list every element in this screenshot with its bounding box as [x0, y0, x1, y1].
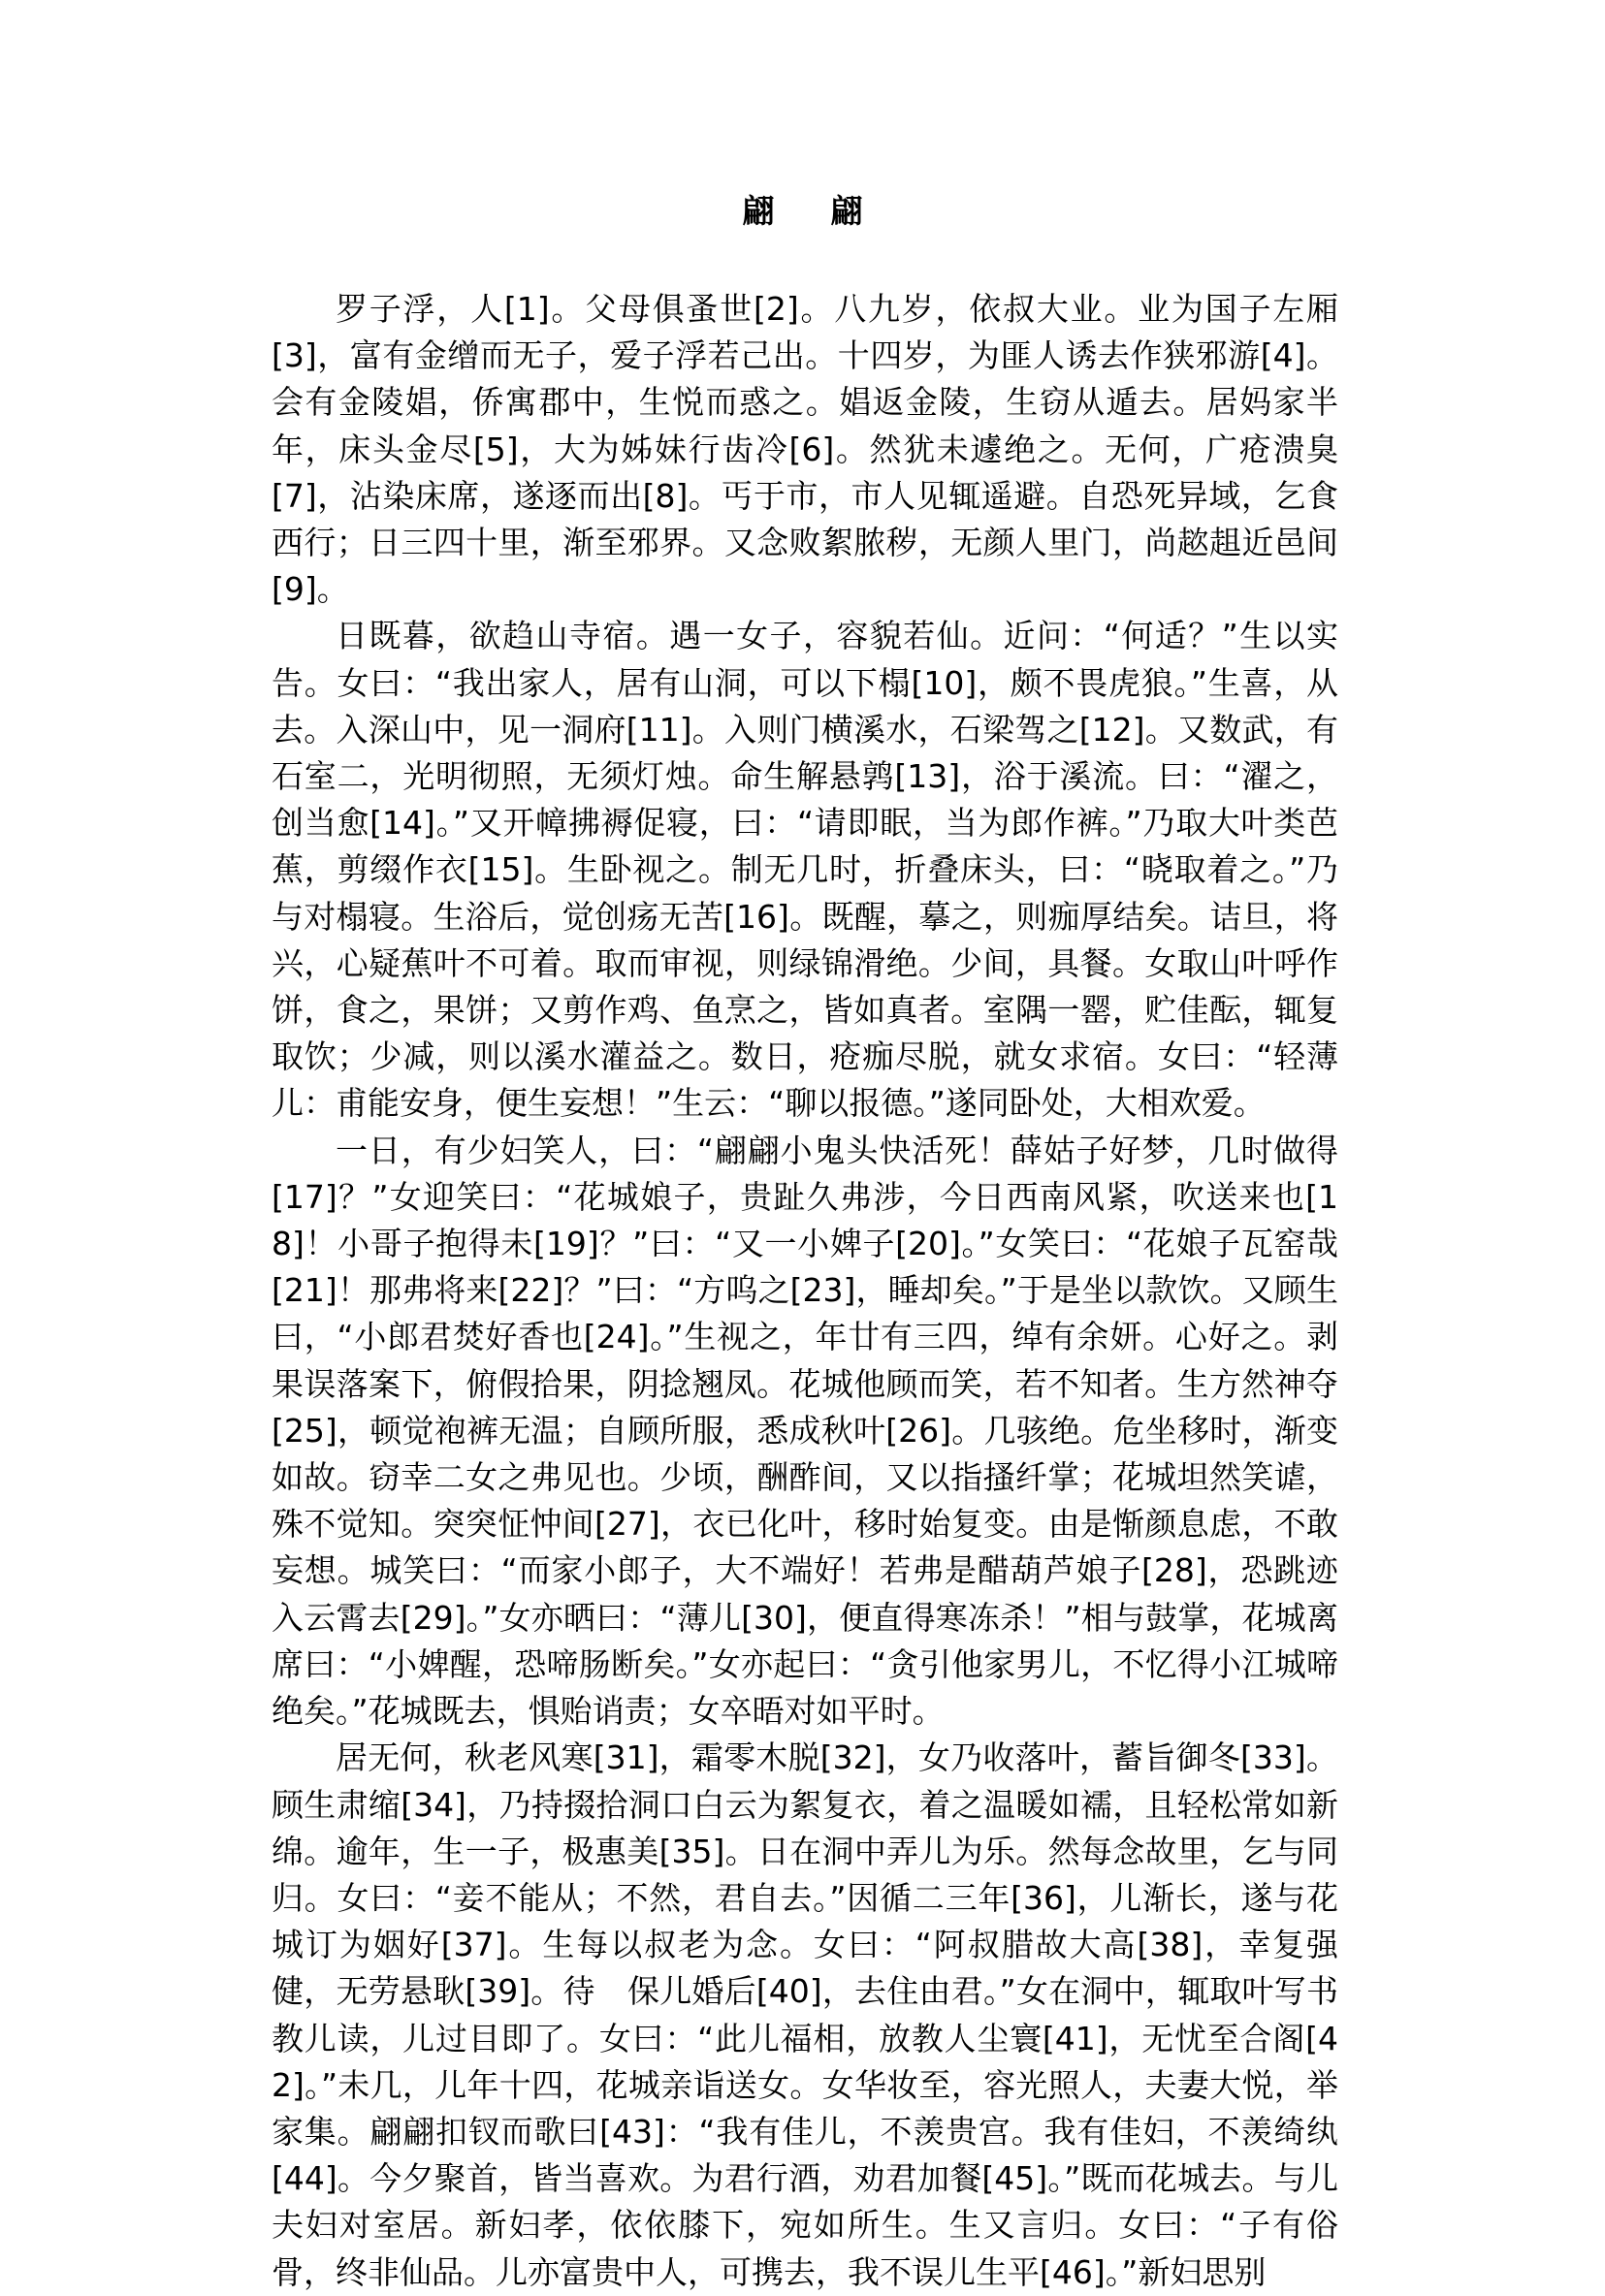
paragraph-4: 居无何，秋老风寒[31]，霜零木脱[32]，女乃收落叶，蓄旨御冬[33]。顾生肃缩[34]，乃持掇拾洞口白云为絮复衣，着之温暖如襦，且轻松常如新绵。逾年，生一子，极惠美[35]。日在洞中弄儿为乐。然每念故里，乞与同归。女曰：“妾不能从；不然，君自去。”因循二三年[36]，儿渐长，遂与花城订为姻好[37]。生每以叔老为念。女曰：“阿叔腊故大高[38]，幸复强健，无劳悬耿[39]。待 保儿婚后[40]，去住由君。”女在洞中，辄取叶写书教儿读，儿过目即了。女曰：“此儿福相，放教人尘寰[41]，无忧至合阁[42]。”未几，儿年十四，花城亲诣送女。女华妆至，容光照人，夫妻大悦，举家集。翩翩扣钗而歌曰[43]：“我有佳儿，不羡贵宫。我有佳妇，不羡绮纨[44]。今夕聚首，皆当喜欢。为君行酒，劝君加餐[45]。”既而花城去。与儿夫妇对室居。新妇孝，依依膝下，宛如所生。生又言归。女曰：“子有俗骨，终非仙品。儿亦富贵中人，可携去，我不误儿生平[46]。”新妇思别	[272, 1738, 1338, 2291]
paragraph-1: 罗子浮，人[1]。父母俱蚤世[2]。八九岁，依叔大业。业为国子左厢[3]，富有金缯而无子，爱子浮若己出。十四岁，为匪人诱去作狭邪游[4]。会有金陵娼，侨寓郡中，生悦而惑之。娼返金陵，生窃从遁去。居妈家半年，床头金尽[5]，大为姊妹行齿冷[6]。然犹未遽绝之。无何，广疮溃臭[7]，沾染床席，遂逐而出[8]。丐于市，市人见辄遥避。自恐死异域，乞食西行；日三四十里，渐至邪界。又念败絮脓秽，无颜人里门，尚趑趄近邑间[9]。	[272, 290, 1338, 609]
paragraph-2: 日既暮，欲趋山寺宿。遇一女子，容貌若仙。近问：“何适？”生以实告。女曰：“我出家人，居有山洞，可以下榻[10]，颇不畏虎狼。”生喜，从去。入深山中，见一洞府[11]。入则门横溪水，石梁驾之[12]。又数武，有石室二，光明彻照，无须灯烛。命生解悬鹑[13]，浴于溪流。曰：“濯之，创当愈[14]。”又开幛拂褥促寝，曰：“请即眠，当为郎作裤。”乃取大叶类芭蕉，剪缀作衣[15]。生卧视之。制无几时，折叠床头，曰：“晓取着之。”乃与对榻寝。生浴后，觉创疡无苦[16]。既醒，摹之，则痂厚结矣。诘旦，将兴，心疑蕉叶不可着。取而审视，则绿锦滑绝。少间，具餐。女取山叶呼作饼，食之，果饼；又剪作鸡、鱼烹之，皆如真者。室隅一罂，贮佳酝，辄复取饮；少减，则以溪水灌益之。数日，疮痂尽脱，就女求宿。女曰：“轻薄儿：甫能安身，便生妄想！”生云：“聊以报德。”遂同卧处，大相欢爱。	[272, 617, 1338, 1123]
document-body	[272, 286, 1338, 2296]
paragraph-3: 一日，有少妇笑人，曰：“翩翩小鬼头快活死！薛姑子好梦，几时做得[17]？”女迎笑曰：“花城娘子，贵趾久弗涉，今日西南风紧，吹送来也[18]！小哥子抱得未[19]？”曰：“又一小婢子[20]。”女笑曰：“花娘子瓦窑哉[21]！那弗将来[22]？”曰：“方呜之[23]，睡却矣。”于是坐以款饮。又顾生曰，“小郎君焚好香也[24]。”生视之，年廿有三四，绰有余妍。心好之。剥果误落案下，俯假拾果，阴捻翘凤。花城他顾而笑，若不知者。生方然神夺[25]，顿觉袍裤无温；自顾所服，悉成秋叶[26]。几骇绝。危坐移时，渐变如故。窃幸二女之弗见也。少顷，酬酢间，又以指搔纤掌；花城坦然笑谑，殊不觉知。突突怔忡间[27]，衣已化叶，移时始复变。由是惭颜息虑，不敢妄想。城笑曰：“而家小郎子，大不端好！若弗是醋葫芦娘子[28]，恐跳迹入云霄去[29]。”女亦晒曰：“薄儿[30]，便直得寒冻杀！”相与鼓掌，花城离席曰：“小婢醒，恐啼肠断矣。”女亦起曰：“贪引他家男儿，不忆得小江城啼绝矣。”花城既去，惧贻诮责；女卒晤对如平时。	[272, 1131, 1338, 1731]
page-title: 翩翩	[742, 192, 919, 230]
